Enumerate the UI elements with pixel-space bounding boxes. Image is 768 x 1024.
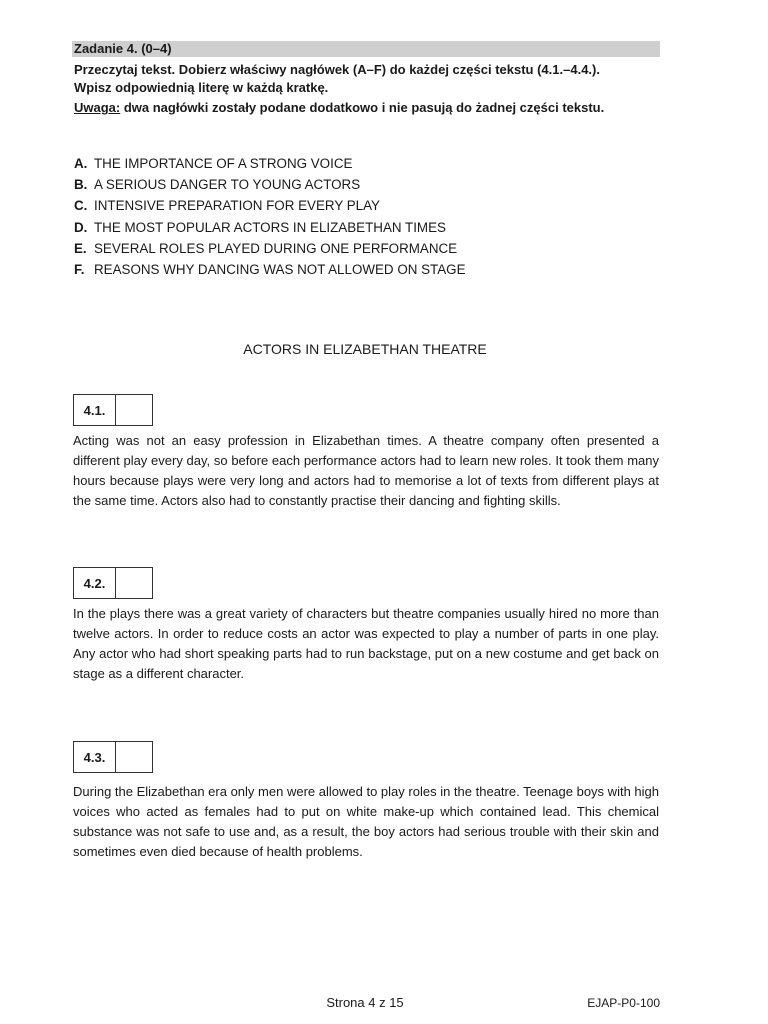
heading-text: REASONS WHY DANCING WAS NOT ALLOWED ON STAGE [94, 262, 466, 278]
heading-text: THE IMPORTANCE OF A STRONG VOICE [94, 156, 353, 171]
paragraph-4-1: Acting was not an easy profession in Elizabethan times. A theatre company often presented a different play every day, so before each performance actors had to learn new roles. It took them many hours because plays were very long and actors had to memorise a lot of texts from different plays at the same time. Actors also had to constantly practise their dancing and fighting skills. [73, 433, 659, 508]
headings-list [74, 153, 466, 280]
instruction-note [74, 99, 604, 117]
answer-box-4-2 [73, 567, 153, 599]
heading-letter: D. [74, 219, 88, 235]
heading-text: A SERIOUS DANGER TO YOUNG ACTORS [94, 177, 361, 193]
heading-letter: B. [74, 177, 88, 193]
heading-letter: C. [74, 198, 88, 214]
part-number: 4.2. [74, 568, 116, 598]
heading-option-b [74, 174, 466, 195]
note-text: dwa nagłówki zostały podane dodatkowo i nie pasują do żadnej części tekstu. [120, 100, 605, 115]
text-title: ACTORS IN ELIZABETHAN THEATRE [243, 341, 487, 357]
answer-box-4-3 [73, 741, 153, 773]
note-label: Uwaga: [74, 100, 121, 115]
instruction-line-1: Przeczytaj tekst. Dobierz właściwy nagłówek (A–F) do każdej części tekstu (4.1.–4.4.). [74, 62, 600, 77]
heading-option-a [74, 153, 466, 174]
task-title: Zadanie 4. (0–4) [74, 41, 172, 56]
answer-input-4-3[interactable] [116, 742, 152, 772]
answer-input-4-2[interactable] [116, 568, 152, 598]
answer-input-4-1[interactable] [116, 395, 152, 425]
paragraph-4-3: During the Elizabethan era only men were allowed to play roles in the theatre. Teenage boys with high voices who acted as females had to put on white make-up which contained lead. This chemical substance was not safe to use and, as a result, the boy actors had serious trouble with their skin and sometimes even died because of health problems. [73, 784, 659, 859]
page-number: Strona 4 z 15 [326, 995, 404, 1010]
heading-option-e [74, 238, 466, 259]
heading-option-d [74, 217, 466, 238]
heading-text: THE MOST POPULAR ACTORS IN ELIZABETHAN TIMES [94, 219, 446, 235]
heading-letter: A. [74, 156, 88, 171]
heading-text: INTENSIVE PREPARATION FOR EVERY PLAY [94, 198, 380, 214]
heading-option-f [74, 259, 466, 280]
heading-letter: F. [74, 262, 85, 278]
answer-box-4-1 [73, 394, 153, 426]
exam-code: EJAP-P0-100 [587, 996, 660, 1010]
part-number: 4.1. [74, 395, 116, 425]
heading-text: SEVERAL ROLES PLAYED DURING ONE PERFORMANCE [94, 240, 458, 256]
heading-letter: E. [74, 240, 87, 256]
part-number: 4.3. [74, 742, 116, 772]
instruction-line-2: Wpisz odpowiednią literę w każdą kratkę. [74, 80, 329, 95]
heading-option-c [74, 195, 466, 216]
paragraph-4-2: In the plays there was a great variety of characters but theatre companies usually hired no more than twelve actors. In order to reduce costs an actor was expected to play a number of parts in one play. Any actor who had short speaking parts had to run backstage, put on a new costume and get back on stage as a different character. [73, 606, 659, 681]
